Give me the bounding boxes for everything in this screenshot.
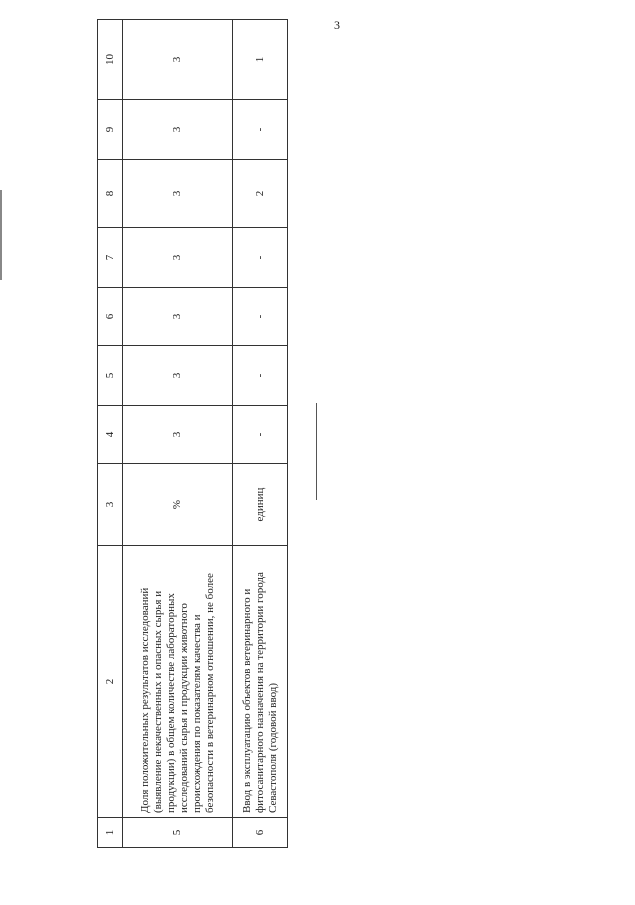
header-cell: 2 (98, 546, 123, 818)
row-unit: % (123, 464, 233, 546)
row-value: 2 (233, 160, 288, 228)
row-value: 3 (123, 406, 233, 464)
row-value: 3 (123, 160, 233, 228)
header-row (98, 20, 123, 848)
page-number: 3 (334, 18, 340, 32)
header-cell: 8 (98, 160, 123, 228)
row-value: - (233, 228, 288, 288)
row-description: Доля положительных результатов исследований (выявление некачественных и опасных сырья и продукции) в общем количестве лабораторных исследований сырья и продукции животного происхождения по показателям качества и безопасности в ветеринарном отношении, не более (123, 546, 233, 818)
row-value: 1 (233, 20, 288, 100)
row-value: 3 (123, 20, 233, 100)
row-value: 3 (123, 228, 233, 288)
header-cell: 3 (98, 464, 123, 546)
row-value: 3 (123, 100, 233, 160)
header-cell: 6 (98, 288, 123, 346)
header-cell: 7 (98, 228, 123, 288)
header-cell: 5 (98, 346, 123, 406)
header-cell: 4 (98, 406, 123, 464)
rotated-table-frame (97, 50, 279, 848)
row-description: Ввод в эксплуатацию объектов ветеринарного и фитосанитарного назначения на территории города Севастополя (годовой ввод) (233, 546, 288, 818)
row-unit: единиц (233, 464, 288, 546)
row-value: 3 (123, 346, 233, 406)
row-number: 5 (123, 818, 233, 848)
table-row (123, 20, 233, 848)
row-value: - (233, 406, 288, 464)
row-value: - (233, 288, 288, 346)
row-number: 6 (233, 818, 288, 848)
indicators-table (97, 19, 288, 848)
header-cell: 1 (98, 818, 123, 848)
header-cell: 9 (98, 100, 123, 160)
separator-line (316, 403, 317, 500)
scan-edge-mark (0, 190, 2, 280)
row-value: - (233, 100, 288, 160)
row-value: - (233, 346, 288, 406)
header-cell: 10 (98, 20, 123, 100)
row-value: 3 (123, 288, 233, 346)
table-row (233, 20, 288, 848)
